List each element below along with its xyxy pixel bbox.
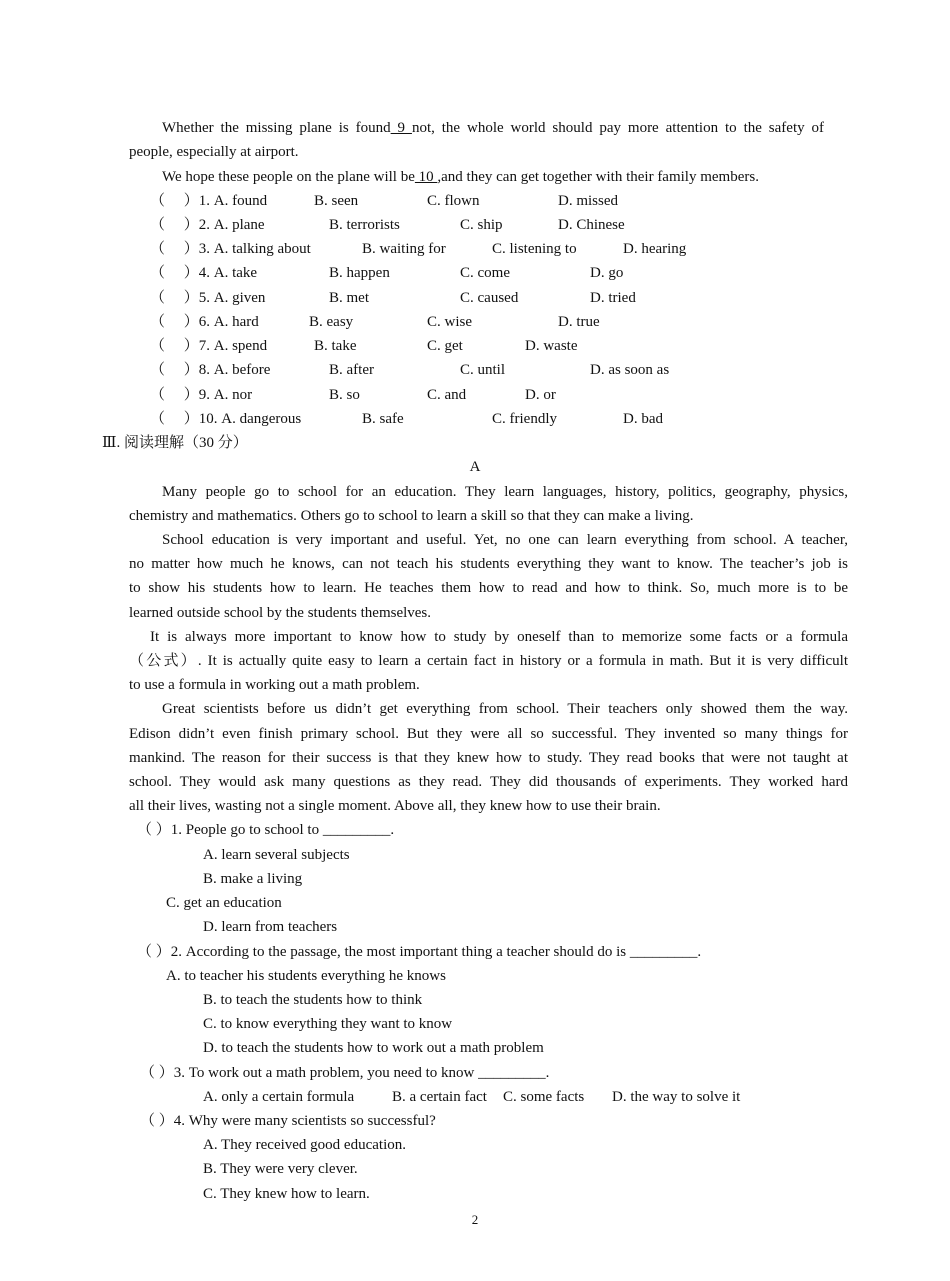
passage-line: to show his students how to learn. He teaches them how to read and how to think. So, much more is to be bbox=[129, 580, 848, 596]
passage-line: It is always more important to know how to study by oneself than to memorize some facts or a formula bbox=[150, 629, 848, 645]
page-number: 2 bbox=[471, 1212, 479, 1227]
option: A. only a certain formula bbox=[203, 1089, 355, 1105]
passage-line: School education is very important and useful. Yet, no one can learn everything from school. A teacher, bbox=[162, 532, 848, 548]
cloze-question-7: （ ）7. A. spend B. take C. get D. waste bbox=[150, 338, 578, 354]
option: B. They were very clever. bbox=[203, 1161, 358, 1177]
cloze-question-1: （ ）1. A. found B. seen C. flown D. missed bbox=[150, 193, 618, 209]
option: A. to teacher his students everything he knows bbox=[166, 968, 446, 984]
part-a-label: A bbox=[469, 459, 481, 475]
passage-line: no matter how much he knows, can not teach his students everything they want to know. The teacher’s job is bbox=[129, 556, 848, 572]
option: D. the way to solve it bbox=[612, 1089, 741, 1105]
cloze-p1-line1: Whether the missing plane is found 9 not, the whole world should pay more attention to the safety of bbox=[162, 120, 825, 136]
passage-line: all their lives, wasting not a single moment. Above all, they knew how to use their brain. bbox=[129, 798, 661, 814]
cloze-question-9: （ ）9. A. nor B. so C. and D. or bbox=[150, 387, 556, 403]
cloze-p2: We hope these people on the plane will be 10 ,and they can get together with their family members. bbox=[162, 169, 759, 185]
option: B. make a living bbox=[203, 871, 303, 887]
option: C. some facts bbox=[503, 1089, 585, 1105]
passage-line: chemistry and mathematics. Others go to school to learn a skill so that they can make a living. bbox=[129, 508, 694, 524]
reading-question-1: （ ）1. People go to school to _________. bbox=[137, 822, 395, 838]
passage-line: （公式）. It is actually quite easy to learn a certain fact in history or a formula in math. But it is very difficult bbox=[129, 653, 848, 669]
option: D. learn from teachers bbox=[203, 919, 338, 935]
section-3-title: Ⅲ. 阅读理解（30 分） bbox=[102, 435, 248, 451]
reading-question-4: （ ）4. Why were many scientists so successful? bbox=[140, 1113, 436, 1129]
cloze-question-8: （ ）8. A. before B. after C. until D. as soon as bbox=[150, 362, 670, 378]
reading-question-3: （ ）3. To work out a math problem, you need to know _________. bbox=[140, 1065, 550, 1081]
passage-line: mankind. The reason for their success is that they knew how to study. They read books that were not taught at bbox=[129, 750, 848, 766]
option: B. a certain fact bbox=[392, 1089, 487, 1105]
cloze-p1-line2: people, especially at airport. bbox=[129, 144, 299, 160]
option: C. get an education bbox=[166, 895, 282, 911]
cloze-question-4: （ ）4. A. take B. happen C. come D. go bbox=[150, 265, 624, 281]
option: C. They knew how to learn. bbox=[203, 1186, 370, 1202]
blank-10: 10 bbox=[414, 169, 438, 185]
passage-line: Edison didn’t even finish primary school. But they were all so successful. They invented so many things for bbox=[129, 726, 848, 742]
cloze-question-6: （ ）6. A. hard B. easy C. wise D. true bbox=[150, 314, 600, 330]
passage-line: school. They would ask many questions as they read. They did thousands of experiments. They worked hard bbox=[129, 774, 848, 790]
option: D. to teach the students how to work out a math problem bbox=[203, 1040, 544, 1056]
reading-question-2: （ ）2. According to the passage, the most important thing a teacher should do is _________. bbox=[137, 944, 702, 960]
option: B. to teach the students how to think bbox=[203, 992, 423, 1008]
blank-9: 9 bbox=[390, 120, 412, 136]
passage-line: to use a formula in working out a math problem. bbox=[129, 677, 420, 693]
passage-line: Great scientists before us didn’t get everything from school. Their teachers only showed them the way. bbox=[162, 701, 848, 717]
option: A. They received good education. bbox=[203, 1137, 406, 1153]
option: C. to know everything they want to know bbox=[203, 1016, 453, 1032]
passage-line: learned outside school by the students themselves. bbox=[129, 605, 432, 621]
cloze-question-2: （ ）2. A. plane B. terrorists C. ship D. Chinese bbox=[150, 217, 625, 233]
cloze-question-5: （ ）5. A. given B. met C. caused D. tried bbox=[150, 290, 636, 306]
passage-line: Many people go to school for an education. They learn languages, history, politics, geography, physics, bbox=[162, 484, 848, 500]
question-3-options bbox=[203, 1087, 803, 1107]
option: A. learn several subjects bbox=[203, 847, 350, 863]
cloze-question-10: （ ）10. A. dangerous B. safe C. friendly D. bad bbox=[150, 411, 663, 427]
cloze-question-3: （ ）3. A. talking about B. waiting for C. listening to D. hearing bbox=[150, 241, 687, 257]
